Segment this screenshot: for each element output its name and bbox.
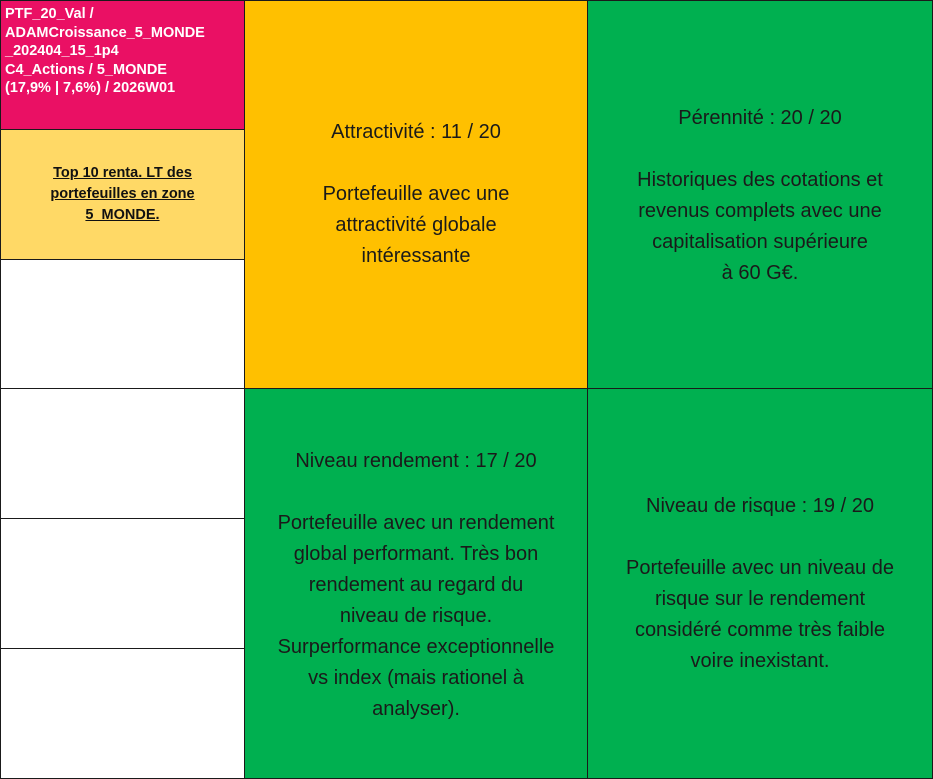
description-line: vs index (mais rationel à: [308, 667, 524, 689]
rendement-cell: [244, 388, 588, 779]
description-line: Portefeuille avec un niveau de: [626, 557, 894, 579]
empty-cell: [0, 648, 245, 779]
portfolio-title-line: PTF_20_Val /: [5, 6, 94, 22]
portfolio-title-line: C4_Actions / 5_MONDE: [5, 61, 167, 78]
description-line: global performant. Très bon: [293, 543, 539, 565]
empty-cell: [0, 388, 245, 519]
description-line: risque sur le rendement: [654, 588, 866, 610]
portfolio-title-cell: [0, 0, 245, 130]
risque-heading: Niveau de risque : 19 / 20: [646, 495, 874, 517]
description-line: considéré comme très faible: [634, 619, 886, 641]
description-line: analyser).: [372, 698, 460, 720]
risque-description: [626, 553, 894, 677]
description-line: attractivité globale: [335, 214, 497, 236]
description-line: Historiques des cotations et: [637, 169, 883, 191]
description-line: revenus complets avec une: [638, 200, 882, 222]
portfolio-title-line: _202404_15_1p4: [5, 43, 119, 60]
empty-cell: [0, 259, 245, 389]
empty-cell: [0, 518, 245, 649]
description-line: intéressante: [361, 245, 471, 267]
top10-label: Top 10 renta. LT des portefeuilles en zone 5_MONDE.: [50, 165, 195, 223]
description-line: capitalisation supérieure: [652, 231, 868, 253]
attractivite-cell: [244, 0, 588, 389]
description-line: Surperformance exceptionnelle: [277, 636, 555, 658]
risque-cell: [587, 388, 933, 779]
attractivite-description: [323, 179, 510, 272]
description-line: niveau de risque.: [339, 605, 493, 627]
description-line: à 60 G€.: [721, 262, 799, 284]
rendement-description: [278, 508, 555, 725]
portfolio-title-line: (17,9% | 7,6%) / 2026W01: [5, 80, 176, 97]
perennite-cell: [587, 0, 933, 389]
attractivite-heading: Attractivité : 11 / 20: [331, 121, 501, 143]
portfolio-title-line: ADAMCroissance_5_MONDE: [5, 24, 205, 41]
description-line: rendement au regard du: [308, 574, 524, 596]
description-line: Portefeuille avec une: [322, 183, 510, 205]
rendement-heading: Niveau rendement : 17 / 20: [295, 450, 537, 472]
description-line: Portefeuille avec un rendement: [277, 512, 555, 534]
perennite-description: [637, 165, 883, 289]
description-line: voire inexistant.: [690, 650, 830, 672]
top10-cell: [0, 129, 245, 260]
perennite-heading: Pérennité : 20 / 20: [678, 107, 842, 129]
